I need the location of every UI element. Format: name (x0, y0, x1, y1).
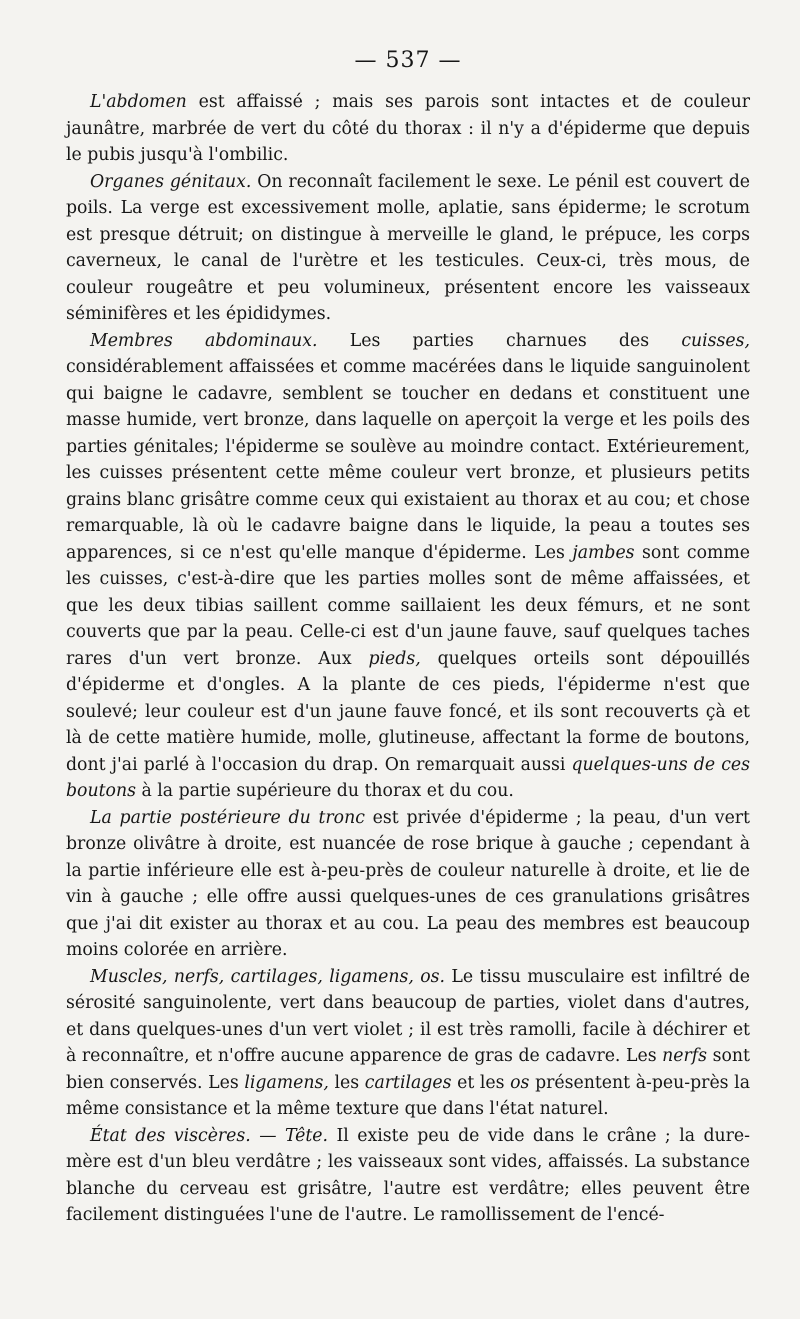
paragraph-text: sont bien conservés. Les (66, 1046, 750, 1093)
paragraph-organes-genitaux (66, 169, 750, 328)
paragraph-muscles-nerfs (66, 964, 750, 1123)
emphasis-term: ligamens, (244, 1072, 329, 1093)
paragraph-text: est privée d'épiderme ; la peau, d'un vert bronze olivâtre à droite, est nuancée de rose brique à gauche ; cependant à la partie inférieure elle est à-peu-près de couleur naturelle à droite, et lie de vin à gauche ; elle offre aussi quelques-unes de ces granulations grisâtres que j'ai dit exister au thorax et au cou. La peau des membres est beaucoup moins colorée en arrière. (66, 807, 750, 960)
paragraph-text: présentent à-peu-près la même consistance et la même texture que dans l'état naturel. (66, 1072, 751, 1119)
paragraph-lead: État des viscères. — Tête. (90, 1125, 329, 1146)
paragraph-text: On reconnaît facilement le sexe. Le pénil est couvert de poils. La verge est excessivement molle, aplatie, sans épiderme; le scrotum est presque détruit; on distingue à merveille le gland, le prépuce, les corps caverneux, le canal de l'urètre et les testicules. Ceux-ci, très mous, de couleur rougeâtre et peu volumineux, présentent encore les vaisseaux séminifères et les épididymes. (66, 171, 750, 324)
page-number: — 537 — (354, 48, 462, 73)
paragraph-etat-visceres (66, 1123, 750, 1229)
paragraph-text: les (328, 1072, 365, 1093)
emphasis-term: jambes (572, 542, 635, 563)
paragraph-lead: Membres abdominaux. (90, 330, 318, 351)
paragraph-lead: Organes génitaux. (90, 171, 252, 192)
emphasis-term: cuisses, (681, 330, 750, 351)
paragraph-text: Le tissu musculaire est infiltré de sérosité sanguinolente, vert dans beaucoup de parties, violet dans d'autres, et dans quelques-unes d'un vert violet ; il est très ramolli, facile à déchirer et à reconnaître, et n'offre aucune apparence de gras de cadavre. Les (66, 966, 750, 1066)
paragraph-text: Les parties charnues des (317, 330, 682, 351)
emphasis-term: nerfs (662, 1046, 708, 1066)
paragraph-text: considérablement affaissées et comme macérées dans le liquide sanguinolent qui baigne le cadavre, semblent se toucher en dedans et constituent une masse humide, vert bronze, dans laquelle on aperçoit la verge et les poils des parties génitales; l'épiderme se soulève au moindre contact. Extérieurement, les cuisses présentent cette même couleur vert bronze, et plusieurs petits grains blanc grisâtre comme ceux qui existaient au thorax et au cou; et chose remarquable, là où le cadavre baigne dans le liquide, la peau a toutes ses apparences, si ce n'est qu'elle manque d'épiderme. Les (66, 357, 750, 563)
emphasis-term: os (510, 1072, 530, 1093)
paragraph-lead: Muscles, nerfs, cartilages, ligamens, os. (90, 966, 445, 987)
paragraph-text: est affaissé ; mais ses parois sont intactes et de couleur jaunâtre, marbrée de vert du côté du thorax : il n'y a d'épiderme que depuis le pubis jusqu'à l'ombilic. (66, 92, 750, 165)
paragraph-text: Il existe peu de vide dans le crâne ; la dure-mère est d'un bleu verdâtre ; les vaisseaux sont vides, affaissés. La substance blanche du cerveau est grisâtre, l'autre est verdâtre; elles peuvent être facilement distinguées l'une de l'autre. Le ramollissement de l'encé- (66, 1125, 750, 1225)
paragraph-lead: L'abdomen (90, 92, 187, 112)
emphasis-term: pieds, (368, 648, 421, 669)
paragraph-text: sont comme les cuisses, c'est-à-dire que les parties molles sont de même affaissées, et que les deux tibias saillent comme saillaient les deux fémurs, et ne sont couverts que par la peau. Celle-ci est d'un jaune fauve, sauf quelques taches rares d'un vert bronze. Aux (66, 542, 750, 669)
paragraph-lead: La partie postérieure du tronc (90, 807, 365, 828)
paragraph-text: et les (451, 1072, 511, 1093)
paragraph-membres-abdominaux (66, 328, 750, 805)
paragraph-abdomen (66, 89, 750, 169)
emphasis-term: cartilages (364, 1072, 452, 1093)
paragraph-text: quelques orteils sont dépouillés d'épiderme et d'ongles. A la plante de ces pieds, l'épiderme n'est que soulevé; leur couleur est d'un jaune fauve foncé, et ils sont recouverts çà et là de cette matière humide, molle, glutineuse, affectant la forme de boutons, dont j'ai parlé à l'occasion du drap. On remarquait aussi (66, 648, 751, 775)
paragraph-partie-posterieure (66, 805, 750, 964)
paragraph-text: à la partie supérieure du thorax et du cou. (135, 781, 514, 801)
emphasis-term: quelques-uns de ces boutons (66, 754, 750, 801)
